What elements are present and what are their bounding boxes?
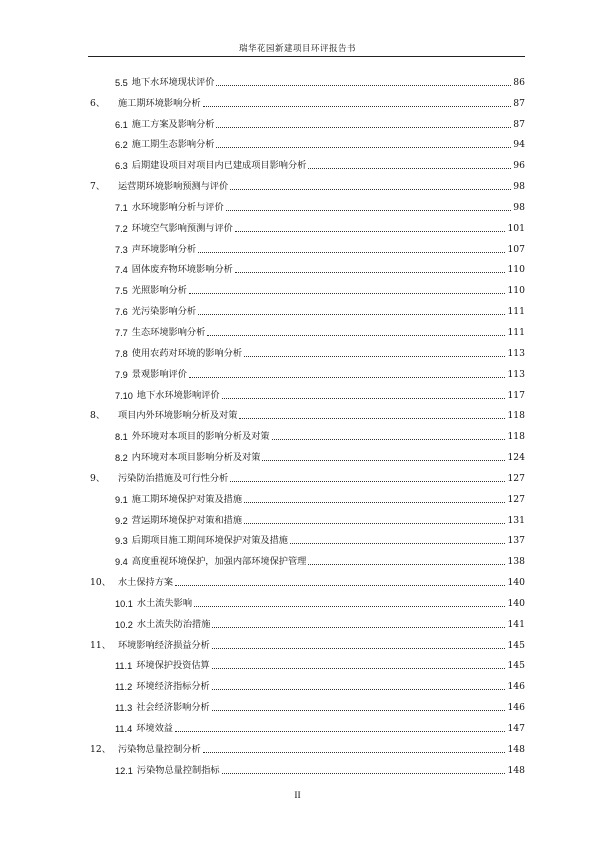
toc-entry-page: 117 bbox=[507, 389, 525, 401]
toc-entry[interactable] bbox=[0, 235, 595, 256]
toc-leader-dots bbox=[222, 398, 506, 399]
toc-entry-title: 生态环境影响分析 bbox=[131, 326, 206, 338]
toc-entry-page: 101 bbox=[507, 222, 525, 234]
toc-entry[interactable] bbox=[0, 735, 595, 756]
toc-leader-dots bbox=[222, 773, 506, 774]
running-header-title: 瑞华花园新建项目环评报告书 bbox=[238, 44, 356, 54]
toc-entry-title: 光照影响分析 bbox=[131, 285, 187, 297]
toc-entry[interactable] bbox=[0, 672, 595, 693]
toc-entry[interactable] bbox=[0, 381, 595, 402]
toc-leader-dots bbox=[212, 710, 506, 711]
toc-entry-title: 固体废弃物环境影响分析 bbox=[131, 264, 233, 276]
toc-entry-number: 7、 bbox=[90, 181, 106, 193]
toc-entry-page: 111 bbox=[507, 306, 525, 318]
toc-entry-page: 148 bbox=[507, 743, 525, 755]
toc-leader-dots bbox=[175, 731, 506, 732]
toc-entry-title: 环境保护投资估算 bbox=[136, 660, 210, 672]
toc-entry-title: 施工期环境保护对策及措施 bbox=[131, 493, 243, 505]
toc-entry-page: 146 bbox=[507, 681, 525, 693]
toc-leader-dots bbox=[230, 481, 505, 482]
toc-leader-dots bbox=[230, 189, 511, 190]
toc-entry-page: 140 bbox=[507, 577, 525, 589]
toc-entry-number: 7.3 bbox=[115, 244, 128, 255]
toc-entry-page: 98 bbox=[513, 201, 525, 213]
toc-entry-title: 施工期生态影响分析 bbox=[131, 139, 215, 151]
toc-entry-number: 12、 bbox=[90, 743, 111, 755]
toc-entry-number: 11.4 bbox=[115, 724, 133, 734]
toc-entry-number: 6.2 bbox=[115, 140, 128, 151]
toc-leader-dots bbox=[308, 168, 511, 169]
toc-entry-number: 9.4 bbox=[115, 557, 128, 568]
toc-entry-title: 地下水环境影响评价 bbox=[136, 389, 220, 401]
toc-entry[interactable] bbox=[0, 589, 595, 610]
toc-entry-title: 环境经济指标分析 bbox=[136, 681, 210, 693]
toc-entry[interactable] bbox=[0, 193, 595, 214]
toc-entry-title: 营运期环境保护对策和措施 bbox=[131, 514, 243, 526]
toc-entry[interactable] bbox=[0, 422, 595, 443]
toc-entry[interactable] bbox=[0, 547, 595, 568]
toc-entry-title: 项目内外环境影响分析及对策 bbox=[118, 410, 238, 422]
toc-entry-number: 6、 bbox=[90, 97, 106, 109]
toc-leader-dots bbox=[189, 293, 506, 294]
toc-entry-page: 87 bbox=[513, 118, 525, 130]
toc-entry[interactable] bbox=[0, 631, 595, 652]
toc-entry-page: 131 bbox=[507, 514, 525, 526]
toc-entry-number: 8.2 bbox=[115, 453, 128, 464]
toc-entry-title: 外环境对本项目的影响分析及对策 bbox=[131, 431, 270, 443]
toc-entry[interactable] bbox=[0, 360, 595, 381]
toc-entry-number: 10、 bbox=[90, 577, 111, 589]
toc-entry[interactable] bbox=[0, 568, 595, 589]
toc-entry-page: 141 bbox=[507, 618, 525, 630]
toc-leader-dots bbox=[244, 502, 505, 503]
toc-entry[interactable] bbox=[0, 527, 595, 548]
toc-entry[interactable] bbox=[0, 756, 595, 777]
toc-leader-dots bbox=[194, 606, 505, 607]
toc-entry-page: 137 bbox=[507, 535, 525, 547]
toc-leader-dots bbox=[207, 335, 505, 336]
toc-entry-number: 7.6 bbox=[115, 307, 128, 318]
toc-entry-page: 118 bbox=[507, 431, 525, 443]
header-rule bbox=[88, 56, 525, 57]
toc-entry-number: 8、 bbox=[90, 410, 106, 422]
toc-entry-number: 11.1 bbox=[115, 661, 133, 672]
toc-entry-number: 12.1 bbox=[115, 765, 133, 776]
toc-entry-page: 107 bbox=[507, 243, 525, 255]
toc-leader-dots bbox=[189, 377, 506, 378]
toc-leader-dots bbox=[235, 272, 506, 273]
toc-entry-page: 148 bbox=[507, 764, 525, 776]
toc-entry-number: 7.8 bbox=[115, 348, 128, 359]
toc-entry-title: 后期项目施工期间环境保护对策及措施 bbox=[131, 535, 288, 547]
toc-entry-title: 社会经济影响分析 bbox=[136, 702, 210, 714]
toc-entry-number: 7.10 bbox=[115, 390, 133, 401]
toc-leader-dots bbox=[239, 418, 505, 419]
toc-entry-number: 11.2 bbox=[115, 682, 133, 693]
toc-entry-title: 地下水环境现状评价 bbox=[131, 76, 215, 88]
toc-entry-title: 水环境影响分析与评价 bbox=[131, 201, 224, 213]
toc-entry-number: 9、 bbox=[90, 472, 106, 484]
toc-entry-page: 127 bbox=[507, 472, 525, 484]
toc-entry-number: 9.3 bbox=[115, 536, 128, 547]
toc-entry-title: 施工期环境影响分析 bbox=[118, 97, 201, 109]
toc-entry-number: 8.1 bbox=[115, 432, 128, 443]
toc-entry-page: 124 bbox=[507, 452, 525, 464]
toc-entry-title: 污染防治措施及可行性分析 bbox=[118, 472, 229, 484]
toc-entry-title: 声环境影响分析 bbox=[131, 243, 197, 255]
toc-entry-title: 水土流失影响 bbox=[136, 597, 193, 609]
toc-leader-dots bbox=[262, 460, 505, 461]
toc-entry-number: 7.7 bbox=[115, 327, 128, 338]
toc-entry[interactable] bbox=[0, 89, 595, 110]
toc-leader-dots bbox=[216, 127, 511, 128]
toc-entry[interactable] bbox=[0, 214, 595, 235]
toc-leader-dots bbox=[308, 564, 505, 565]
toc-entry-number: 7.1 bbox=[115, 202, 128, 213]
toc-leader-dots bbox=[198, 252, 505, 253]
toc-entry[interactable] bbox=[0, 256, 595, 277]
toc-entry[interactable] bbox=[0, 485, 595, 506]
toc-entry-title: 环境效益 bbox=[136, 723, 173, 734]
toc-leader-dots bbox=[216, 147, 511, 148]
toc-entry-title: 高度重视环境保护，加强内部环境保护管理 bbox=[131, 556, 307, 568]
toc-entry-title: 污染物总量控制分析 bbox=[118, 743, 201, 755]
toc-entry[interactable] bbox=[0, 693, 595, 714]
toc-entry[interactable] bbox=[0, 610, 595, 631]
toc-leader-dots bbox=[244, 523, 505, 524]
toc-entry-page: 110 bbox=[507, 264, 525, 276]
toc-entry-number: 6.3 bbox=[115, 161, 128, 172]
toc-leader-dots bbox=[235, 231, 506, 232]
toc-entry-number: 7.9 bbox=[115, 369, 128, 380]
toc-entry-title: 景观影响评价 bbox=[131, 368, 187, 380]
toc-entry-title: 后期建设项目对项目内已建成项目影响分析 bbox=[131, 160, 307, 172]
toc-entry-number: 11、 bbox=[90, 639, 111, 651]
toc-entry-page: 127 bbox=[507, 493, 525, 505]
toc-entry-title: 施工方案及影响分析 bbox=[131, 118, 215, 130]
toc-entry-page: 98 bbox=[513, 181, 525, 193]
toc-entry-number: 9.2 bbox=[115, 515, 128, 526]
toc-entry-number: 7.4 bbox=[115, 265, 128, 276]
toc-entry[interactable] bbox=[0, 110, 595, 131]
toc-entry-title: 环境影响经济损益分析 bbox=[118, 639, 210, 651]
toc-entry[interactable] bbox=[0, 339, 595, 360]
toc-entry-page: 146 bbox=[507, 702, 525, 714]
toc-leader-dots bbox=[216, 85, 511, 86]
toc-entry-number: 9.1 bbox=[115, 494, 128, 505]
toc-leader-dots bbox=[175, 585, 505, 586]
toc-entry[interactable] bbox=[0, 652, 595, 673]
toc-entry-title: 内环境对本项目影响分析及对策 bbox=[131, 452, 261, 464]
toc-entry[interactable] bbox=[0, 443, 595, 464]
toc-entry[interactable] bbox=[0, 297, 595, 318]
toc-leader-dots bbox=[212, 689, 506, 690]
toc-entry-number: 11.3 bbox=[115, 703, 133, 714]
toc-entry-page: 145 bbox=[507, 639, 525, 651]
toc-entry-title: 使用农药对环境的影响分析 bbox=[131, 347, 243, 359]
toc-entry-number: 7.2 bbox=[115, 223, 128, 234]
toc-entry-page: 140 bbox=[507, 597, 525, 609]
toc-entry-page: 113 bbox=[507, 347, 525, 359]
toc-entry-page: 113 bbox=[507, 368, 525, 380]
toc-entry[interactable] bbox=[0, 131, 595, 152]
toc-entry-page: 96 bbox=[513, 160, 525, 172]
toc-entry-title: 水土流失防治措施 bbox=[136, 618, 211, 630]
toc-leader-dots bbox=[212, 648, 506, 649]
toc-entry-title: 环境空气影响预测与评价 bbox=[131, 222, 233, 234]
toc-entry-page: 110 bbox=[507, 285, 525, 297]
toc-leader-dots bbox=[203, 752, 506, 753]
toc-entry-page: 87 bbox=[513, 97, 525, 109]
toc-entry-page: 86 bbox=[513, 76, 525, 88]
toc-entry-page: 138 bbox=[507, 556, 525, 568]
toc-entry-title: 光污染影响分析 bbox=[131, 306, 197, 318]
table-of-contents bbox=[0, 68, 595, 777]
toc-leader-dots bbox=[290, 543, 505, 544]
toc-entry-page: 94 bbox=[513, 139, 525, 151]
toc-leader-dots bbox=[212, 668, 506, 669]
toc-entry[interactable] bbox=[0, 68, 595, 89]
toc-leader-dots bbox=[226, 210, 512, 211]
toc-leader-dots bbox=[272, 439, 506, 440]
toc-entry-number: 10.1 bbox=[115, 598, 133, 609]
toc-entry-title: 运营期环境影响预测与评价 bbox=[118, 181, 229, 193]
toc-leader-dots bbox=[198, 314, 505, 315]
toc-entry[interactable] bbox=[0, 172, 595, 193]
toc-entry-title: 水土保持方案 bbox=[118, 577, 174, 589]
toc-entry[interactable] bbox=[0, 276, 595, 297]
toc-entry-page: 118 bbox=[507, 410, 525, 422]
toc-entry-number: 6.1 bbox=[115, 119, 128, 130]
toc-entry-number: 7.5 bbox=[115, 286, 128, 297]
toc-entry-title: 污染物总量控制指标 bbox=[136, 764, 220, 776]
toc-entry-number: 5.5 bbox=[115, 77, 128, 88]
page-number: II bbox=[294, 791, 301, 801]
toc-entry[interactable] bbox=[0, 464, 595, 485]
toc-entry-number: 10.2 bbox=[115, 619, 133, 630]
toc-entry[interactable] bbox=[0, 318, 595, 339]
toc-entry[interactable] bbox=[0, 714, 595, 735]
toc-entry-page: 145 bbox=[507, 660, 525, 672]
toc-entry-page: 147 bbox=[507, 723, 525, 734]
toc-leader-dots bbox=[244, 356, 505, 357]
toc-entry-page: 111 bbox=[507, 326, 525, 338]
toc-entry[interactable] bbox=[0, 151, 595, 172]
toc-leader-dots bbox=[203, 106, 512, 107]
toc-leader-dots bbox=[212, 627, 505, 628]
toc-entry[interactable] bbox=[0, 506, 595, 527]
toc-entry[interactable] bbox=[0, 402, 595, 423]
